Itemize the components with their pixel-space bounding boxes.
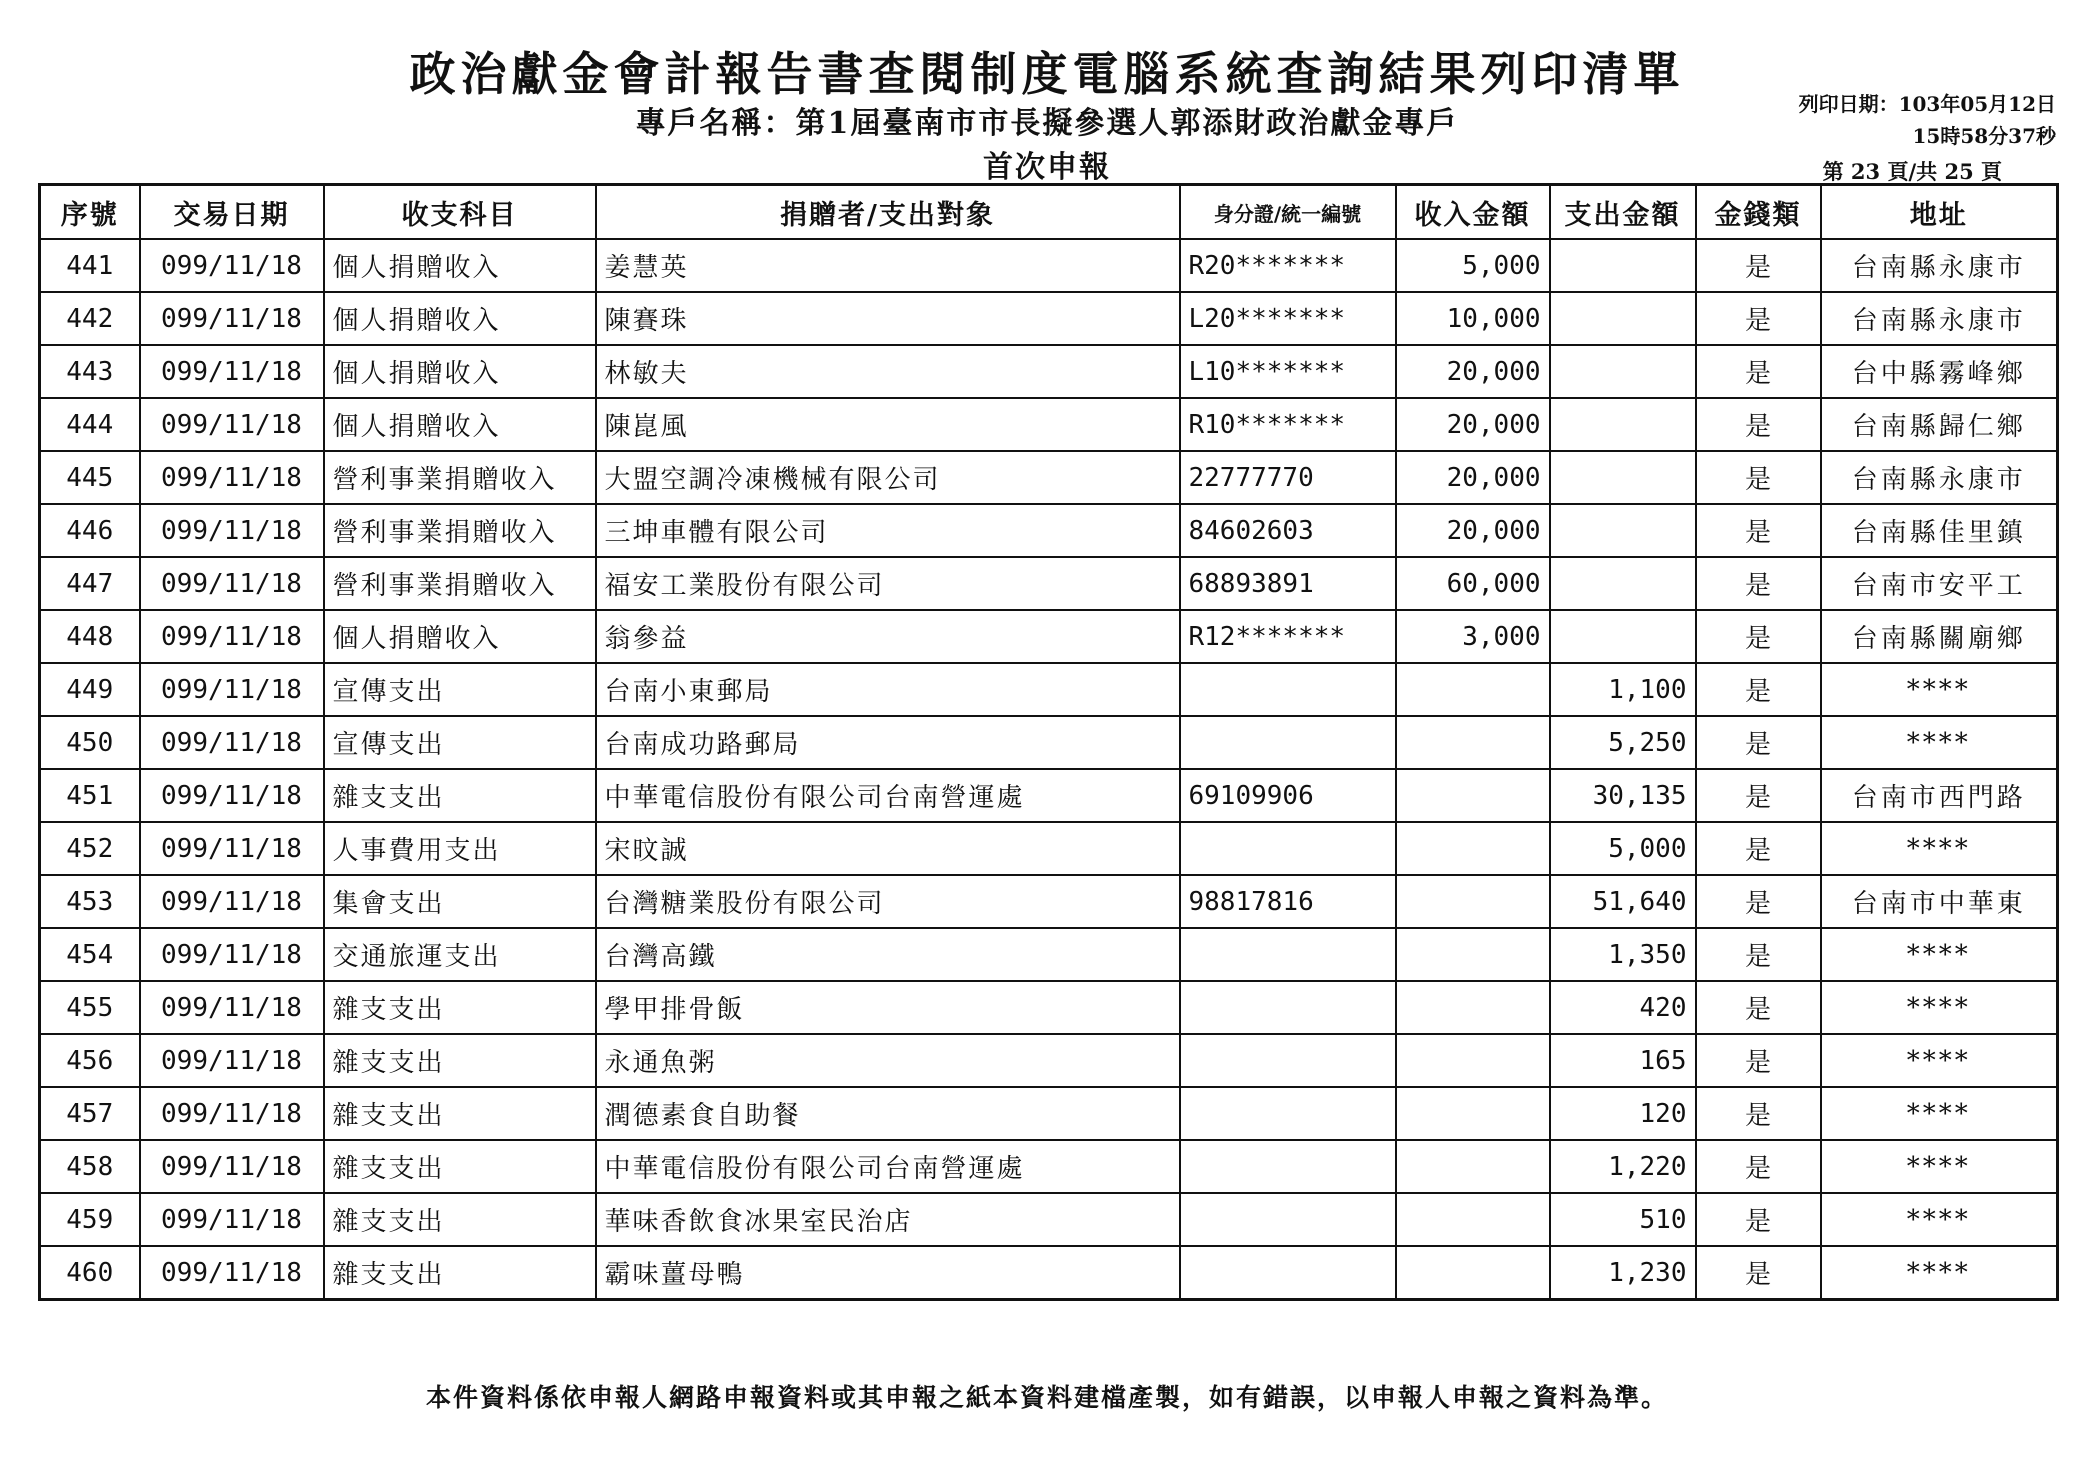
monetary-cell: 是 xyxy=(1696,292,1821,345)
address-cell: 台南市中華東 xyxy=(1821,875,2058,928)
category-cell: 個人捐贈收入 xyxy=(324,398,596,451)
party-cell: 陳崑風 xyxy=(596,398,1180,451)
seq-cell: 443 xyxy=(40,345,140,398)
seq-cell: 457 xyxy=(40,1087,140,1140)
expense-cell xyxy=(1550,398,1696,451)
address-cell: **** xyxy=(1821,1140,2058,1193)
expense-cell xyxy=(1550,610,1696,663)
party-cell: 姜慧英 xyxy=(596,239,1180,292)
party-cell: 台南成功路郵局 xyxy=(596,716,1180,769)
party-cell: 三坤車體有限公司 xyxy=(596,504,1180,557)
id-cell: R12******* xyxy=(1180,610,1396,663)
address-cell: 台南縣佳里鎮 xyxy=(1821,504,2058,557)
id-cell xyxy=(1180,981,1396,1034)
seq-cell: 450 xyxy=(40,716,140,769)
category-cell: 宣傳支出 xyxy=(324,663,596,716)
party-cell: 大盟空調冷凍機械有限公司 xyxy=(596,451,1180,504)
table-row xyxy=(40,1140,2058,1193)
monetary-cell: 是 xyxy=(1696,345,1821,398)
id-cell xyxy=(1180,928,1396,981)
address-cell: 台南縣永康市 xyxy=(1821,451,2058,504)
table-row xyxy=(40,557,2058,610)
party-cell: 霸味薑母鴨 xyxy=(596,1246,1180,1300)
ledger-body xyxy=(40,239,2058,1300)
id-cell: 98817816 xyxy=(1180,875,1396,928)
monetary-cell: 是 xyxy=(1696,504,1821,557)
table-row xyxy=(40,1034,2058,1087)
expense-cell xyxy=(1550,451,1696,504)
seq-cell: 447 xyxy=(40,557,140,610)
party-cell: 學甲排骨飯 xyxy=(596,981,1180,1034)
seq-cell: 458 xyxy=(40,1140,140,1193)
ledger-table xyxy=(38,183,2059,1301)
address-cell: 台南市安平工 xyxy=(1821,557,2058,610)
monetary-cell: 是 xyxy=(1696,1140,1821,1193)
monetary-cell: 是 xyxy=(1696,875,1821,928)
table-row xyxy=(40,663,2058,716)
date-cell: 099/11/18 xyxy=(140,345,324,398)
expense-cell: 1,100 xyxy=(1550,663,1696,716)
account-name: 專戶名稱：第1屆臺南市市長擬參選人郭添財政治獻金專戶 xyxy=(635,106,1459,141)
date-cell: 099/11/18 xyxy=(140,1193,324,1246)
date-cell: 099/11/18 xyxy=(140,239,324,292)
category-cell: 個人捐贈收入 xyxy=(324,610,596,663)
expense-cell: 1,230 xyxy=(1550,1246,1696,1300)
date-cell: 099/11/18 xyxy=(140,292,324,345)
date-cell: 099/11/18 xyxy=(140,1034,324,1087)
party-cell: 台灣高鐵 xyxy=(596,928,1180,981)
table-row xyxy=(40,981,2058,1034)
seq-cell: 446 xyxy=(40,504,140,557)
party-cell: 永通魚粥 xyxy=(596,1034,1180,1087)
address-cell: **** xyxy=(1821,981,2058,1034)
id-cell: R10******* xyxy=(1180,398,1396,451)
seq-cell: 454 xyxy=(40,928,140,981)
print-timestamp xyxy=(1799,88,2056,152)
seq-cell: 444 xyxy=(40,398,140,451)
monetary-cell: 是 xyxy=(1696,981,1821,1034)
table-row xyxy=(40,610,2058,663)
id-cell: L10******* xyxy=(1180,345,1396,398)
seq-cell: 451 xyxy=(40,769,140,822)
date-cell: 099/11/18 xyxy=(140,875,324,928)
address-cell: **** xyxy=(1821,663,2058,716)
date-cell: 099/11/18 xyxy=(140,769,324,822)
header-address: 地址 xyxy=(1821,185,2058,240)
income-cell: 10,000 xyxy=(1396,292,1550,345)
date-cell: 099/11/18 xyxy=(140,981,324,1034)
date-cell: 099/11/18 xyxy=(140,1140,324,1193)
table-row xyxy=(40,398,2058,451)
table-row xyxy=(40,1087,2058,1140)
table-row xyxy=(40,1246,2058,1300)
category-cell: 個人捐贈收入 xyxy=(324,292,596,345)
table-row xyxy=(40,875,2058,928)
party-cell: 台南小東郵局 xyxy=(596,663,1180,716)
table-row xyxy=(40,292,2058,345)
monetary-cell: 是 xyxy=(1696,239,1821,292)
monetary-cell: 是 xyxy=(1696,769,1821,822)
income-cell xyxy=(1396,928,1550,981)
party-cell: 中華電信股份有限公司台南營運處 xyxy=(596,1140,1180,1193)
expense-cell: 120 xyxy=(1550,1087,1696,1140)
party-cell: 中華電信股份有限公司台南營運處 xyxy=(596,769,1180,822)
page-info: 第 23 頁/共 25 頁 xyxy=(1822,159,2002,184)
expense-cell: 1,220 xyxy=(1550,1140,1696,1193)
category-cell: 雜支支出 xyxy=(324,769,596,822)
table-row xyxy=(40,1193,2058,1246)
monetary-cell: 是 xyxy=(1696,663,1821,716)
address-cell: **** xyxy=(1821,822,2058,875)
table-row xyxy=(40,451,2058,504)
income-cell xyxy=(1396,981,1550,1034)
date-cell: 099/11/18 xyxy=(140,822,324,875)
address-cell: **** xyxy=(1821,928,2058,981)
category-cell: 雜支支出 xyxy=(324,1140,596,1193)
seq-cell: 456 xyxy=(40,1034,140,1087)
expense-cell xyxy=(1550,345,1696,398)
category-cell: 雜支支出 xyxy=(324,1087,596,1140)
expense-cell xyxy=(1550,239,1696,292)
income-cell: 20,000 xyxy=(1396,451,1550,504)
party-cell: 宋旼誠 xyxy=(596,822,1180,875)
header-seq: 序號 xyxy=(40,185,140,240)
seq-cell: 453 xyxy=(40,875,140,928)
income-cell: 60,000 xyxy=(1396,557,1550,610)
date-cell: 099/11/18 xyxy=(140,663,324,716)
table-header-row xyxy=(40,185,2058,240)
income-cell: 20,000 xyxy=(1396,398,1550,451)
income-cell: 20,000 xyxy=(1396,345,1550,398)
income-cell xyxy=(1396,1193,1550,1246)
address-cell: 台南縣歸仁鄉 xyxy=(1821,398,2058,451)
category-cell: 集會支出 xyxy=(324,875,596,928)
seq-cell: 455 xyxy=(40,981,140,1034)
address-cell: **** xyxy=(1821,1087,2058,1140)
header-monetary: 金錢類 xyxy=(1696,185,1821,240)
header-expense: 支出金額 xyxy=(1550,185,1696,240)
table-row xyxy=(40,822,2058,875)
seq-cell: 459 xyxy=(40,1193,140,1246)
monetary-cell: 是 xyxy=(1696,1087,1821,1140)
header-category: 收支科目 xyxy=(324,185,596,240)
monetary-cell: 是 xyxy=(1696,451,1821,504)
expense-cell: 510 xyxy=(1550,1193,1696,1246)
table-row xyxy=(40,239,2058,292)
seq-cell: 460 xyxy=(40,1246,140,1300)
income-cell: 5,000 xyxy=(1396,239,1550,292)
expense-cell xyxy=(1550,504,1696,557)
category-cell: 營利事業捐贈收入 xyxy=(324,451,596,504)
expense-cell: 51,640 xyxy=(1550,875,1696,928)
seq-cell: 445 xyxy=(40,451,140,504)
monetary-cell: 是 xyxy=(1696,928,1821,981)
id-cell: 69109906 xyxy=(1180,769,1396,822)
expense-cell xyxy=(1550,292,1696,345)
address-cell: 台南縣永康市 xyxy=(1821,292,2058,345)
id-cell: 84602603 xyxy=(1180,504,1396,557)
category-cell: 雜支支出 xyxy=(324,981,596,1034)
monetary-cell: 是 xyxy=(1696,610,1821,663)
income-cell: 20,000 xyxy=(1396,504,1550,557)
date-cell: 099/11/18 xyxy=(140,398,324,451)
id-cell xyxy=(1180,1193,1396,1246)
table-row xyxy=(40,504,2058,557)
footer-note: 本件資料係依申報人網路申報資料或其申報之紙本資料建檔產製，如有錯誤，以申報人申報之資料為準。 xyxy=(425,1383,1668,1412)
id-cell xyxy=(1180,663,1396,716)
seq-cell: 442 xyxy=(40,292,140,345)
party-cell: 陳賽珠 xyxy=(596,292,1180,345)
table-row xyxy=(40,928,2058,981)
id-cell: 22777770 xyxy=(1180,451,1396,504)
monetary-cell: 是 xyxy=(1696,557,1821,610)
party-cell: 台灣糖業股份有限公司 xyxy=(596,875,1180,928)
monetary-cell: 是 xyxy=(1696,1034,1821,1087)
table-row xyxy=(40,716,2058,769)
income-cell xyxy=(1396,822,1550,875)
seq-cell: 449 xyxy=(40,663,140,716)
date-cell: 099/11/18 xyxy=(140,1087,324,1140)
party-cell: 潤德素食自助餐 xyxy=(596,1087,1180,1140)
category-cell: 個人捐贈收入 xyxy=(324,239,596,292)
id-cell xyxy=(1180,1087,1396,1140)
date-cell: 099/11/18 xyxy=(140,557,324,610)
category-cell: 宣傳支出 xyxy=(324,716,596,769)
document-title: 政治獻金會計報告書查閱制度電腦系統查詢結果列印清單 xyxy=(409,47,1685,101)
id-cell xyxy=(1180,1246,1396,1300)
address-cell: 台中縣霧峰鄉 xyxy=(1821,345,2058,398)
income-cell xyxy=(1396,1140,1550,1193)
category-cell: 營利事業捐贈收入 xyxy=(324,557,596,610)
monetary-cell: 是 xyxy=(1696,1246,1821,1300)
category-cell: 個人捐贈收入 xyxy=(324,345,596,398)
party-cell: 華味香飲食冰果室民治店 xyxy=(596,1193,1180,1246)
category-cell: 雜支支出 xyxy=(324,1034,596,1087)
table-row xyxy=(40,345,2058,398)
report-type: 首次申報 xyxy=(983,150,1111,185)
monetary-cell: 是 xyxy=(1696,398,1821,451)
address-cell: 台南縣關廟鄉 xyxy=(1821,610,2058,663)
id-cell: L20******* xyxy=(1180,292,1396,345)
address-cell: **** xyxy=(1821,1034,2058,1087)
category-cell: 人事費用支出 xyxy=(324,822,596,875)
income-cell xyxy=(1396,663,1550,716)
income-cell xyxy=(1396,875,1550,928)
date-cell: 099/11/18 xyxy=(140,504,324,557)
expense-cell: 420 xyxy=(1550,981,1696,1034)
income-cell: 3,000 xyxy=(1396,610,1550,663)
table-row xyxy=(40,769,2058,822)
header-id: 身分證/統一編號 xyxy=(1180,185,1396,240)
address-cell: **** xyxy=(1821,1246,2058,1300)
id-cell xyxy=(1180,1034,1396,1087)
address-cell: **** xyxy=(1821,716,2058,769)
seq-cell: 452 xyxy=(40,822,140,875)
print-date: 列印日期：103年05月12日 xyxy=(1798,92,2056,116)
category-cell: 雜支支出 xyxy=(324,1193,596,1246)
expense-cell: 30,135 xyxy=(1550,769,1696,822)
party-cell: 翁參益 xyxy=(596,610,1180,663)
id-cell: 68893891 xyxy=(1180,557,1396,610)
print-time: 15時58分37秒 xyxy=(1912,124,2056,148)
address-cell: 台南市西門路 xyxy=(1821,769,2058,822)
date-cell: 099/11/18 xyxy=(140,451,324,504)
header-income: 收入金額 xyxy=(1396,185,1550,240)
address-cell: 台南縣永康市 xyxy=(1821,239,2058,292)
category-cell: 雜支支出 xyxy=(324,1246,596,1300)
party-cell: 福安工業股份有限公司 xyxy=(596,557,1180,610)
expense-cell: 1,350 xyxy=(1550,928,1696,981)
date-cell: 099/11/18 xyxy=(140,1246,324,1300)
expense-cell: 5,000 xyxy=(1550,822,1696,875)
id-cell: R20******* xyxy=(1180,239,1396,292)
id-cell xyxy=(1180,822,1396,875)
expense-cell xyxy=(1550,557,1696,610)
header-party: 捐贈者/支出對象 xyxy=(596,185,1180,240)
income-cell xyxy=(1396,769,1550,822)
date-cell: 099/11/18 xyxy=(140,610,324,663)
category-cell: 營利事業捐贈收入 xyxy=(324,504,596,557)
id-cell xyxy=(1180,716,1396,769)
seq-cell: 448 xyxy=(40,610,140,663)
date-cell: 099/11/18 xyxy=(140,928,324,981)
date-cell: 099/11/18 xyxy=(140,716,324,769)
income-cell xyxy=(1396,716,1550,769)
expense-cell: 5,250 xyxy=(1550,716,1696,769)
header-date: 交易日期 xyxy=(140,185,324,240)
seq-cell: 441 xyxy=(40,239,140,292)
party-cell: 林敏夫 xyxy=(596,345,1180,398)
address-cell: **** xyxy=(1821,1193,2058,1246)
income-cell xyxy=(1396,1087,1550,1140)
income-cell xyxy=(1396,1034,1550,1087)
category-cell: 交通旅運支出 xyxy=(324,928,596,981)
id-cell xyxy=(1180,1140,1396,1193)
monetary-cell: 是 xyxy=(1696,716,1821,769)
monetary-cell: 是 xyxy=(1696,1193,1821,1246)
income-cell xyxy=(1396,1246,1550,1300)
expense-cell: 165 xyxy=(1550,1034,1696,1087)
monetary-cell: 是 xyxy=(1696,822,1821,875)
